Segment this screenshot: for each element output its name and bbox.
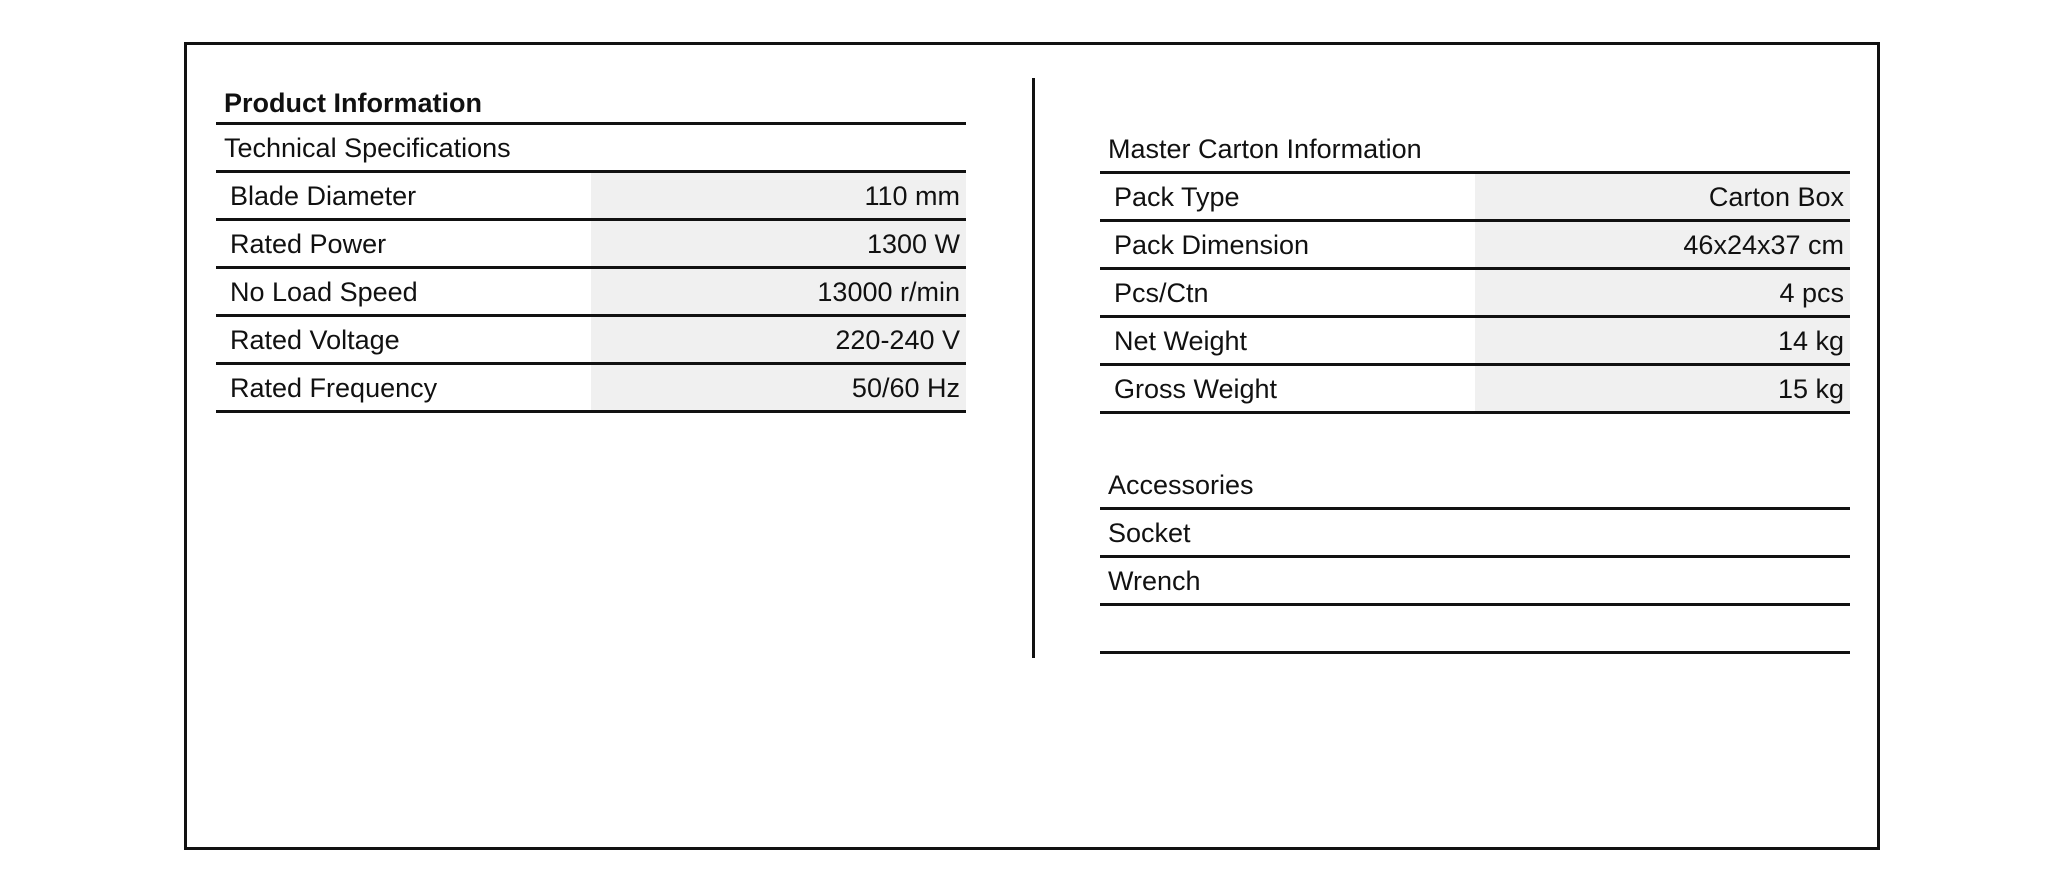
carton-label: Net Weight: [1114, 326, 1248, 356]
carton-row-gross-weight: [1100, 366, 1850, 414]
master-carton-title: Master Carton Information: [1100, 126, 1850, 174]
spec-row-rated-voltage: [216, 317, 966, 365]
carton-value: Carton Box: [1475, 174, 1850, 219]
carton-label: Pack Type: [1114, 182, 1240, 212]
carton-row-pack-dimension: [1100, 222, 1850, 270]
spec-value: 50/60 Hz: [591, 365, 966, 410]
spec-label: Rated Voltage: [230, 325, 400, 355]
spec-value: 220-240 V: [591, 317, 966, 362]
carton-row-pcs-ctn: [1100, 270, 1850, 318]
spec-label: Blade Diameter: [230, 181, 417, 211]
carton-value: 46x24x37 cm: [1475, 222, 1850, 267]
accessory-item-empty: [1100, 606, 1850, 654]
spec-label: No Load Speed: [230, 277, 418, 307]
spec-row-blade-diameter: [216, 173, 966, 221]
carton-label: Pack Dimension: [1114, 230, 1310, 260]
accessory-item: Socket: [1100, 510, 1850, 558]
master-carton-panel: [1100, 126, 1850, 414]
spec-value: 1300 W: [591, 221, 966, 266]
carton-value: 4 pcs: [1475, 270, 1850, 315]
spec-value: 110 mm: [591, 173, 966, 218]
spec-row-rated-frequency: [216, 365, 966, 413]
carton-label: Gross Weight: [1114, 374, 1278, 404]
column-divider: [1032, 78, 1035, 658]
spec-label: Rated Power: [230, 229, 387, 259]
carton-label: Pcs/Ctn: [1114, 278, 1209, 308]
carton-value: 15 kg: [1475, 366, 1850, 411]
carton-row-net-weight: [1100, 318, 1850, 366]
product-information-title: Product Information: [216, 78, 966, 125]
carton-row-pack-type: [1100, 174, 1850, 222]
accessories-panel: [1100, 462, 1850, 654]
technical-specifications-title: Technical Specifications: [216, 125, 966, 173]
spec-row-no-load-speed: [216, 269, 966, 317]
spec-value: 13000 r/min: [591, 269, 966, 314]
spec-row-rated-power: [216, 221, 966, 269]
product-information-panel: [216, 78, 966, 413]
spec-label: Rated Frequency: [230, 373, 438, 403]
carton-value: 14 kg: [1475, 318, 1850, 363]
accessory-item: Wrench: [1100, 558, 1850, 606]
accessories-title: Accessories: [1100, 462, 1850, 510]
